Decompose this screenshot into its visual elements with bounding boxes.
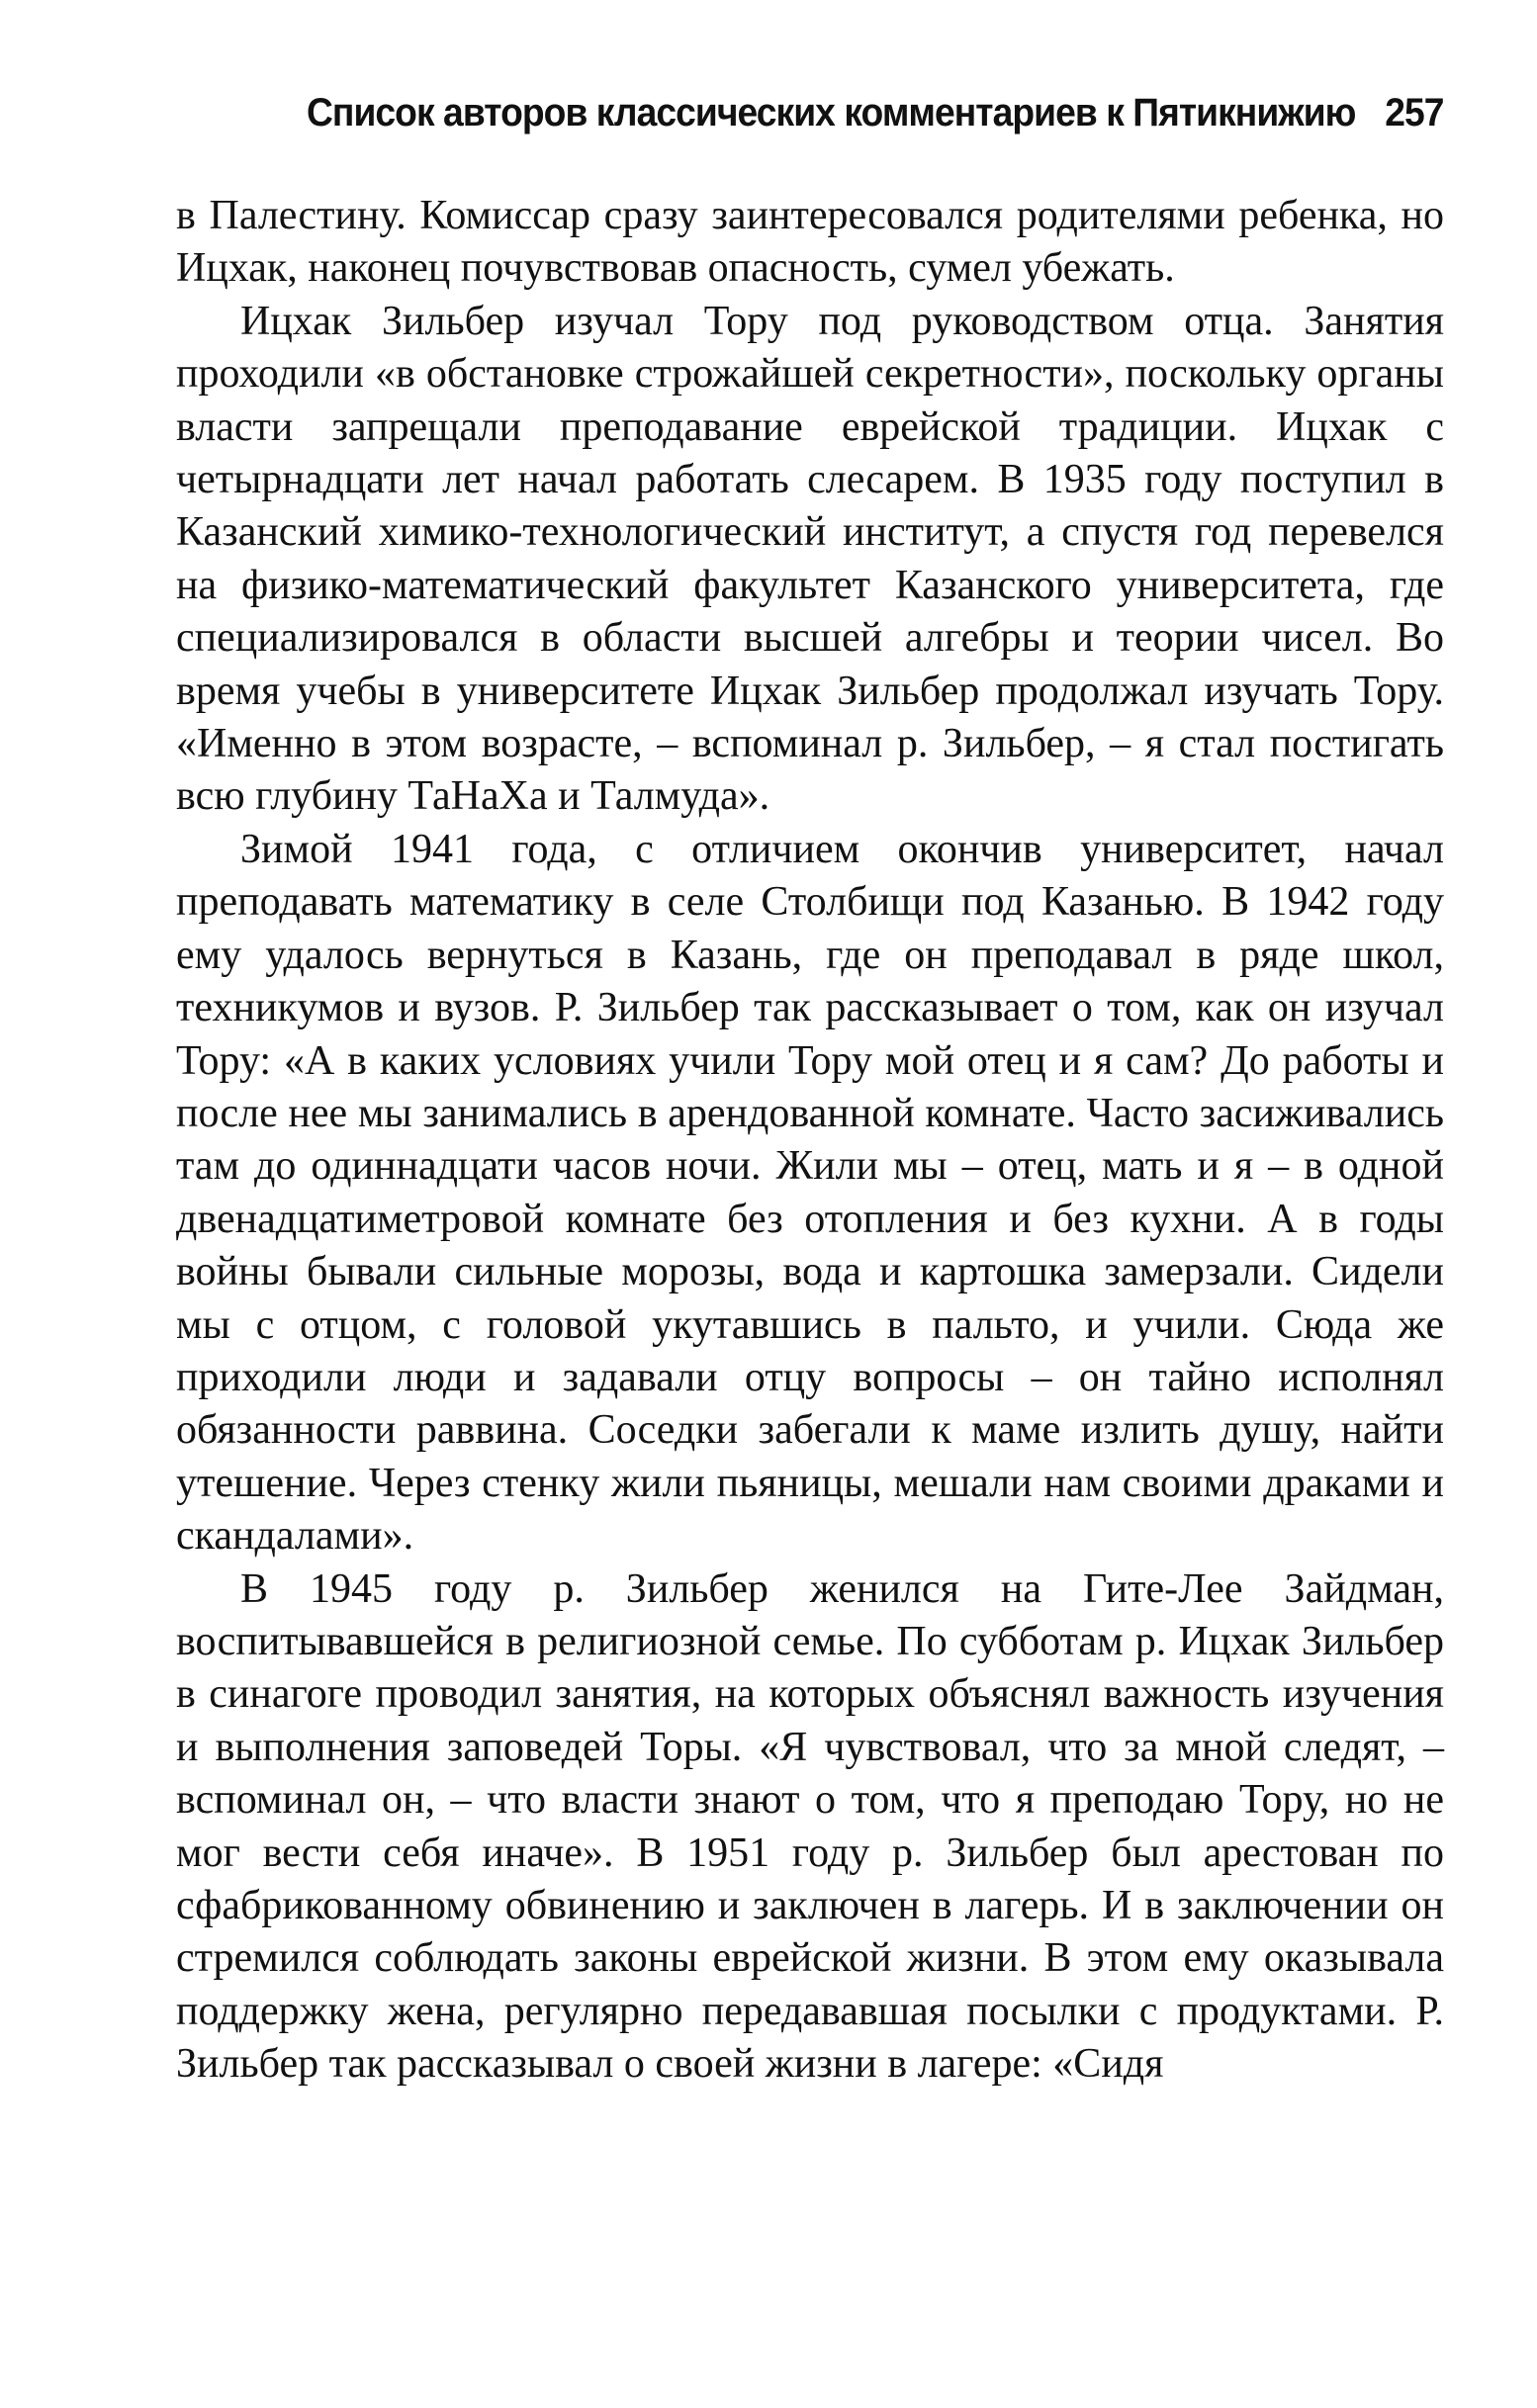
page-number: 257 bbox=[1385, 91, 1444, 134]
paragraph-3: Зимой 1941 года, с отличием окончив университет, начал преподавать математику в селе Столбищи под Казанью. В 1942 году ему удалось вернуться в Казань, где он преподавал в ряде школ, техникумов и вузов. Р. Зильбер так рассказывает о том, как он изучал Тору: «А в каких условиях учили Тору мой отец и я сам? До работы и после нее мы занимались в арендованной комнате. Часто засиживались там до одиннадцати часов ночи. Жили мы – отец, мать и я – в одной двенадцатиметровой комнате без отопления и без кухни. А в годы войны бывали сильные морозы, вода и картошка замерзали. Сидели мы с отцом, с головой укутавшись в пальто, и учили. Сюда же приходили люди и задавали отцу вопросы – он тайно исполнял обязанности раввина. Соседки забегали к маме излить душу, найти утешение. Через стенку жили пьяницы, мешали нам своими драками и скандалами». bbox=[176, 826, 1444, 1560]
paragraph-2: Ицхак Зильбер изучал Тору под руководством отца. Занятия проходили «в обстановке строжайшей секретности», поскольку органы власти запрещали преподавание еврейской традиции. Ицхак с четырнадцати лет начал работать слесарем. В 1935 году поступил в Казанский химико-технологический институт, а спустя год перевелся на физико-математический факультет Казанского университета, где специализировался в области высшей алгебры и теории чисел. Во время учебы в университете Ицхак Зильбер продолжал изучать Тору. «Именно в этом возрасте, – вспоминал р. Зильбер, – я стал постигать всю глубину ТаНаХа и Талмуда». bbox=[176, 298, 1444, 820]
body-text bbox=[176, 190, 1444, 2092]
paragraph-4: В 1945 году р. Зильбер женился на Гите-Лее Зайдман, воспитывавшейся в религиозной семье. По субботам р. Ицхак Зильбер в синагоге проводил занятия, на которых объяснял важность изучения и выполнения заповедей Торы. «Я чувствовал, что за мной следят, – вспоминал он, – что власти знают о том, что я преподаю Тору, но не мог вести себя иначе». В 1951 году р. Зильбер был арестован по сфабрикованному обвинению и заключен в лагерь. И в заключении он стремился соблюдать законы еврейской жизни. В этом ему оказывала поддержку жена, регулярно передававшая посылки с продуктами. Р. Зильбер так рассказывал о своей жизни в лагере: «Сидя bbox=[176, 1565, 1444, 2088]
book-page bbox=[176, 91, 1444, 2092]
running-head bbox=[307, 91, 1443, 150]
running-head-title: Список авторов классических комментариев к Пятикнижию bbox=[307, 91, 1356, 134]
paragraph-1: в Палестину. Комиссар сразу заинтересовался родителями ребенка, но Ицхак, наконец почувствовав опасность, сумел убежать. bbox=[176, 193, 1444, 292]
